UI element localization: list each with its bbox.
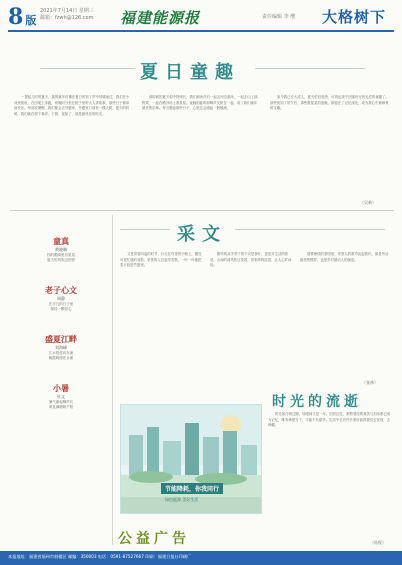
masthead: 福建能源报 (120, 9, 201, 27)
poem-2 (14, 285, 108, 312)
poem-4-author: 杜文 (57, 394, 65, 399)
poem-1-line: 夏天的风吹过田野 (47, 258, 75, 262)
summer-col-2-text: 那时候的夏天似乎特别长，我们和伙伴们一起去河边游泳，一起去山上摘野果，一起在晒谷场上看星星。夜晚的蛙鸣和蝉声交织在一起，成了我们童年最美的乐章。每当想起那些日子，心里总会涌起一股暖流。 (142, 95, 258, 111)
picking-col-3 (300, 252, 390, 380)
title-rule-right (255, 68, 365, 69)
ad-subtitle: 绿色能源 美好生活 (165, 497, 199, 502)
title-rule-left (40, 68, 135, 69)
footer-text: 本报地址：福建省福州市鼓楼区 邮编：350003 电话：0591-87527667 印刷：福建日报社印刷厂 (8, 554, 192, 559)
poem-2-line: 在平凡的日子里 (48, 302, 74, 306)
poem-2-line: 保持一颗初心 (50, 307, 72, 311)
poem-4-title: 小暑 (53, 383, 69, 393)
column-divider (112, 215, 113, 545)
picking-col-1 (120, 252, 204, 380)
summer-col-1 (14, 95, 132, 197)
time-col (268, 412, 392, 540)
poem-4-line: 暑气渐起蝉声长 (48, 400, 74, 404)
picking-col-2-text: 勤劳的双手采下的不仅是茶叶，更是对生活的热爱。山间的清风吹过茶园，带来阵阵清香，让人心旷神怡。 (210, 252, 292, 268)
poem-2-author: 周静 (57, 296, 65, 301)
poem-4 (14, 383, 108, 410)
time-signature: （孙悦） (370, 540, 386, 545)
ad-label: 公益广告 (118, 531, 190, 547)
public-service-ad-image (120, 404, 262, 514)
time-col-text: 时光如白驹过隙，转眼间又是一年。回首过往，那些曾经的欢笑与泪水都已成为记忆，唯有珍惜当下，才能不负韶华。生活中总有许多美好值得我们去发现，去珍藏。 (268, 412, 391, 428)
poem-4-line: 荷花满塘映夕阳 (48, 405, 74, 409)
poem-3-author: 刘海峰 (55, 345, 67, 350)
poem-1-author: 黄晓琳 (55, 247, 67, 252)
section-divider (10, 210, 394, 211)
poem-3-title: 盛夏江畔 (45, 334, 77, 344)
article-title-picking: 采文 (177, 224, 227, 245)
picking-col-1-text: 又是茶香四溢的时节，行走在村里的小路上，随处可见忙碌的身影。采茶的人们起早贪黑，一叶一叶地把春天收进竹篮里。 (120, 252, 202, 268)
page-suffix: 版 (25, 14, 37, 27)
article-title-summer: 夏日童趣 (140, 62, 240, 83)
page-number-value: 8 (8, 4, 24, 30)
header-info (40, 8, 94, 22)
picking-signature: （张林） (362, 380, 378, 385)
summer-col-1-text: 一提起儿时的夏天，我的童年仿佛在夏日的知了声中呼啸而过。我们在小河里捉鱼，在田埂上奔跑，傍晚时分坐在院子里听大人讲故事，那些日子简单而快乐。每到放暑假，我们便会去外婆家，外婆家门前有一棵大树，夏天的时候，我们就在树下乘凉、下棋、捉知了，那是最快乐的时光。 (14, 95, 130, 116)
summer-signature: （吴新） (360, 200, 376, 205)
poem-1-line: 你的眼睛里有星星 (47, 253, 75, 257)
poem-3-line: 晚霞映照在水面 (48, 356, 74, 360)
poem-1-title: 童真 (53, 236, 69, 246)
page-number (8, 4, 36, 30)
picking-col-2 (210, 252, 294, 380)
editor-line: 责任编辑 李 缨 (262, 14, 296, 20)
poem-1 (14, 236, 108, 263)
date-line: 2021年7月14日 星期三 (40, 8, 94, 14)
summer-col-2 (142, 95, 260, 197)
ad-slogan: 节能降耗，你我同行 (161, 483, 223, 494)
poems-column (14, 216, 108, 410)
summer-col-3 (270, 95, 390, 197)
title-rule-right (235, 229, 385, 230)
poem-3 (14, 334, 108, 361)
header-rule (8, 30, 394, 32)
picking-col-3-text: 晨雾缭绕的茶园里，采茶人的歌声此起彼伏，那是劳动最美的模样，也是乡村最动人的画卷。 (300, 252, 389, 262)
title-rule-left (120, 229, 170, 230)
poem-2-title: 老子心文 (45, 285, 77, 295)
poem-3-line: 江水悠悠向东流 (48, 351, 74, 355)
section-title: 大格树下 (322, 8, 387, 26)
article-title-time: 时光的流逝 (272, 394, 362, 410)
summer-col-3-text: 如今我已长大成人，夏天依旧炎热，可再也找不回那份无忧无虑的童趣了。那些捉知了的午后、那些数星星的夜晚，都留在了记忆深处，成为我心中最珍贵的宝藏。 (270, 95, 389, 111)
email-line: 邮箱：fzwh@126.com (40, 15, 94, 21)
